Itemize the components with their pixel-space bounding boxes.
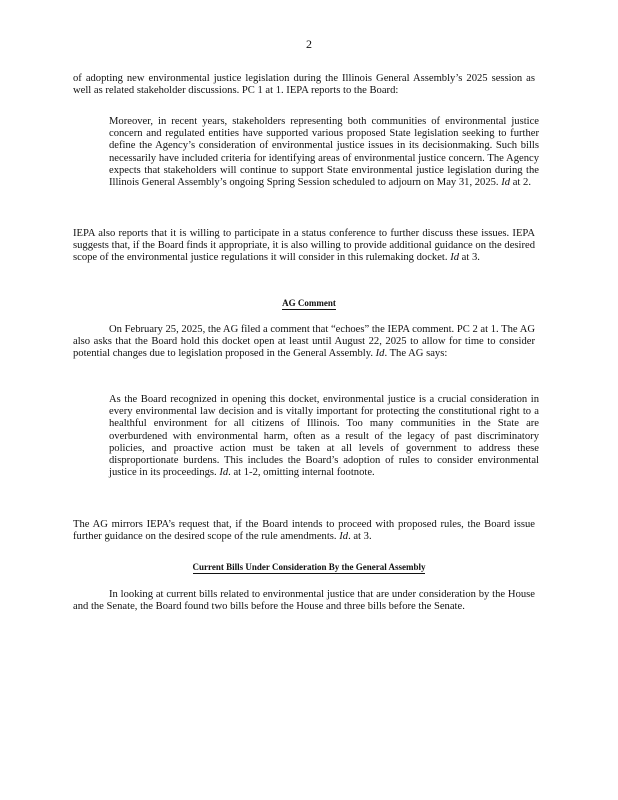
citation-id: Id [501,177,511,189]
citation-id: Id [219,467,229,479]
page-number: 2 [306,37,312,51]
paragraph-text: of adopting new environmental justice legislation during the Illinois General Assembly’s 2025 session as well as related stakeholder discussions. PC 1 at 1. IEPA reports to the Board: [73,73,535,97]
citation-rest: at 2. [510,177,531,189]
block-quote-iepa [109,116,539,189]
paragraph-text: In looking at current bills related to environmental justice that are under consideration by the House and the Senate, the Board found two bills before the House and three bills before the Senate. [73,589,535,613]
citation-rest: at 3. [459,252,480,264]
citation-id: Id [339,531,349,543]
paragraph-ag-mirrors [73,519,535,543]
paragraph-ag-filed [73,324,535,361]
paragraph-iepa-status [73,228,535,265]
quote-text: Moreover, in recent years, stakeholders representing both communities of environmental justice concern and regulated entities have supported various proposed State legislation seeking to further define the Agency’s consideration of environmental justice issues in its decisionmaking. Such bills necessarily have included criteria for identifying areas of environmental justice concern. The Agency expects that stakeholders will continue to support State environmental justice legislation during the Illinois General Assembly’s ongoing Spring Session scheduled to adjourn on May 31, 2025. [109,116,539,189]
paragraph-iepa-intro [73,73,535,97]
citation-rest: . The AG says: [384,348,448,360]
section-heading-current-bills: Current Bills Under Consideration By the General Assembly [192,562,426,572]
section-heading-ag-comment: AG Comment [282,298,336,308]
paragraph-current-bills [73,589,535,613]
block-quote-ag [109,394,539,479]
citation-id: Id [450,252,460,264]
paragraph-text: On February 25, 2025, the AG filed a comment that “echoes” the IEPA comment. PC 2 at 1. The AG also asks that the Board hold this docket open at least until August 22, 2025 to allow for time to consider potential changes due to legislation proposed in the General Assembly. [73,324,535,360]
quote-text: As the Board recognized in opening this docket, environmental justice is a crucial consideration in every environmental law decision and is vitally important for protecting the constitutional right to a healthful environment for all citizens of Illinois. Too many communities in the State are overburdened with environmental harm, often as a result of the legacy of past discriminatory policies, and proactive action must be taken at all levels of government to address these disproportionate burdens. This includes the Board’s adoption of rules to consider environmental justice in its proceedings. [109,394,539,479]
citation-rest: . at 3. [348,531,372,543]
paragraph-text: The AG mirrors IEPA’s request that, if the Board intends to proceed with proposed rules, the Board issue further guidance on the desired scope of the rule amendments. [73,519,535,543]
citation-id: Id [375,348,385,360]
citation-rest: . at 1-2, omitting internal footnote. [228,467,375,479]
paragraph-text: IEPA also reports that it is willing to participate in a status conference to further discuss these issues. IEPA suggests that, if the Board finds it appropriate, it is also willing to provide additional guidance on the desired scope of the environmental justice regulations it will consider in this rulemaking docket. [73,228,535,264]
